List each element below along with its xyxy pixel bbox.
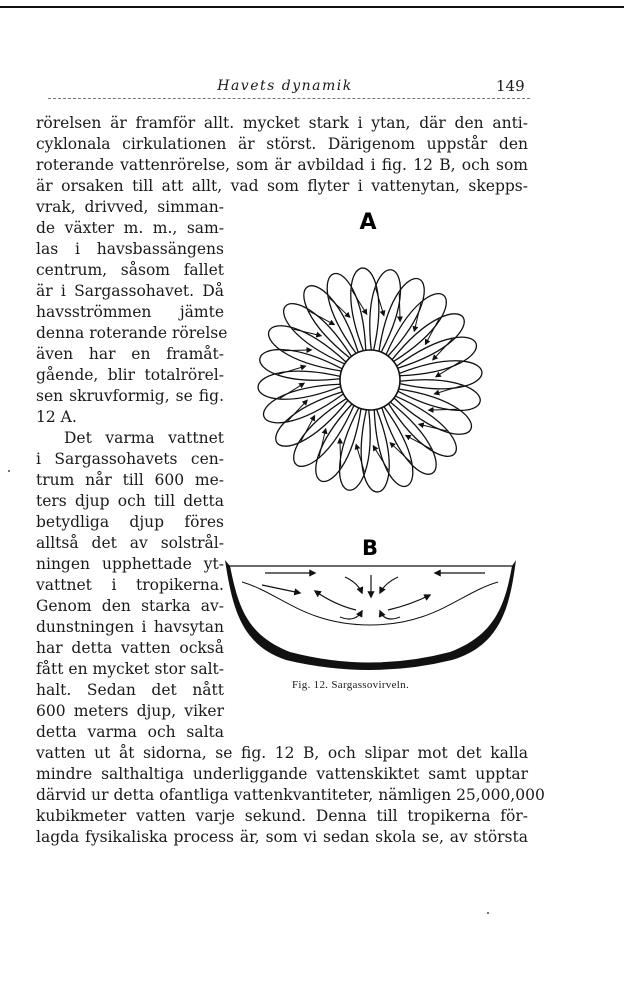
vortex-arrow — [435, 386, 462, 394]
vortex-arrow — [433, 339, 453, 360]
text-line: mindre salthaltiga underliggande vattenskiktet samt upptar — [36, 765, 528, 783]
figure-12 — [220, 205, 520, 675]
vortex-arrow — [309, 311, 334, 325]
text-line: halt. Sedan det nått — [36, 681, 224, 699]
vortex-loop — [382, 402, 436, 474]
text-line: trum når till 600 me- — [36, 471, 224, 489]
header-divider — [48, 98, 530, 99]
vortex-arrow — [329, 298, 350, 318]
vortex-loop — [260, 350, 342, 381]
vortex-arrow — [288, 400, 308, 421]
text-line: de växter m. m., sam- — [36, 219, 224, 237]
flow-arrows — [262, 573, 485, 619]
text-line: ters djup och till detta — [36, 492, 224, 510]
text-line: vatten ut åt sidorna, se fig. 12 B, och slipar mot det kalla — [36, 744, 528, 762]
text-line: cyklonala cirkulationen är störst. Därigenom uppstår den — [36, 135, 528, 153]
vortex-loop — [304, 286, 358, 358]
text-line: i Sargassohavets cen- — [36, 450, 224, 468]
text-line: detta varma och salta — [36, 723, 224, 741]
text-line: 12 A. — [36, 408, 77, 426]
text-line: rörelsen är framför allt. mycket stark i ytan, där den anti- — [36, 114, 528, 132]
text-line: havsströmmen jämte — [36, 303, 224, 321]
page-top-border — [0, 6, 624, 8]
text-line: gående, blir totalrörel- — [36, 366, 224, 384]
text-line: lagda fysikaliska process är, som vi sedan skola se, av största — [36, 828, 528, 846]
figure-label-b: B — [361, 536, 379, 560]
speck — [8, 470, 10, 472]
vortex-arrow — [280, 383, 304, 398]
page-number: 149 — [496, 77, 525, 95]
arrow — [380, 577, 398, 593]
arrow — [380, 611, 400, 619]
arrow — [340, 611, 362, 619]
vortex-arrow — [278, 366, 305, 374]
arrow — [388, 595, 430, 610]
vortex-loop — [276, 392, 348, 446]
text-line: vattnet i tropikerna. — [36, 576, 224, 594]
arrow — [262, 585, 300, 593]
text-line: las i havsbassängens — [36, 240, 224, 258]
text-line: är orsaken till att allt, vad som flyter i vattenytan, skepps- — [36, 177, 528, 195]
text-line: även har en framåt- — [36, 345, 224, 363]
speck — [487, 912, 489, 914]
text-line: dunstningen i havsytan — [36, 618, 224, 636]
text-line: sen skruvformig, se fig. — [36, 387, 224, 405]
arrow — [345, 577, 362, 593]
text-line: roterande vattenrörelse, som är avbildad i fig. 12 B, och som — [36, 156, 528, 174]
text-line: 600 meters djup, viker — [36, 702, 224, 720]
vortex-loop — [398, 380, 480, 411]
text-line: denna roterande rörelse — [36, 324, 228, 342]
vortex-arrow — [376, 288, 384, 315]
figure-label-a: A — [359, 210, 377, 235]
text-line: kubikmeter vatten varje sekund. Denna till tropikerna för- — [36, 807, 528, 825]
vortex-arrow — [301, 416, 315, 441]
basin-diagram-b — [225, 560, 516, 670]
vortex-loop — [392, 314, 464, 368]
vortex-arrow — [356, 445, 364, 472]
vortex-arrow — [425, 319, 439, 344]
vortex-loop — [370, 270, 401, 352]
vortex-arrow — [436, 362, 460, 377]
vortex-loop — [340, 408, 371, 490]
arrow — [315, 591, 356, 610]
figure-caption: Fig. 12. Sargassovirveln. — [292, 679, 409, 691]
text-line: har detta vatten också — [36, 639, 224, 657]
text-line: fått en mycket stor salt- — [36, 660, 224, 678]
text-line: är i Sargassohavet. Då — [36, 282, 224, 300]
text-line: alltså det av solstrål- — [36, 534, 224, 552]
text-line: ningen upphettade yt- — [36, 555, 224, 573]
text-line: Det varma vattnet — [64, 429, 224, 447]
vortex-arrow — [406, 435, 431, 449]
vortex-arrow — [390, 443, 411, 463]
vortex-arrow — [373, 446, 388, 470]
text-line: centrum, såsom fallet — [36, 261, 224, 279]
text-line: Genom den starka av- — [36, 597, 224, 615]
text-line: därvid ur detta ofantliga vattenkvantiteter, nämligen 25,000,000 — [36, 786, 545, 804]
vortex-center-circle — [340, 350, 400, 410]
vortex-arrow — [352, 290, 367, 314]
text-line: vrak, drivved, simman- — [36, 198, 224, 216]
running-title: Havets dynamik — [217, 78, 353, 94]
text-line: betydliga djup föres — [36, 513, 224, 531]
